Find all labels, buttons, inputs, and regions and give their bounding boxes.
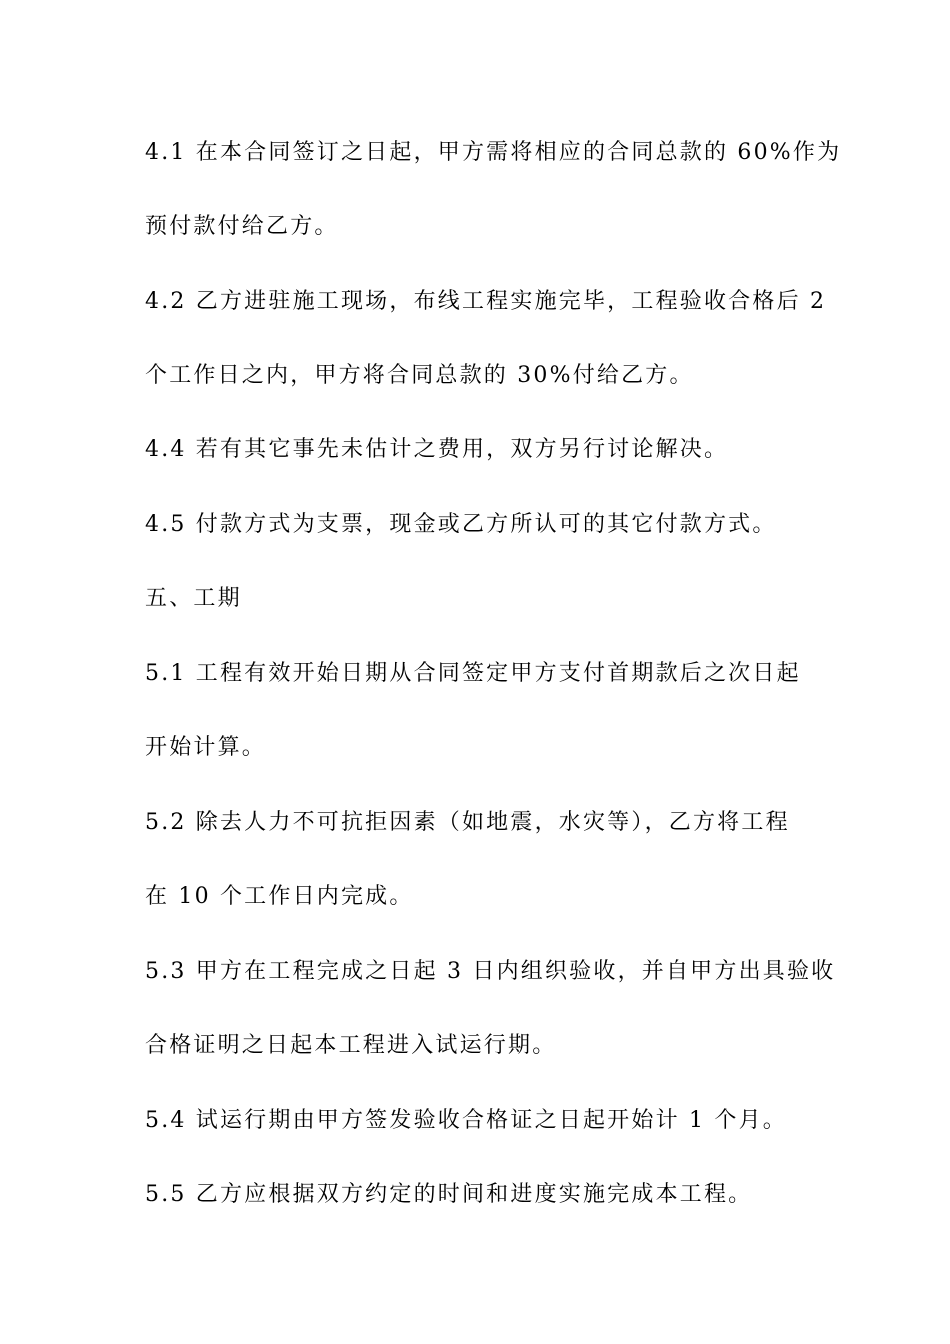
clause-5-3-line-1: 5.3 甲方在工程完成之日起 3 日内组织验收，并自甲方出具验收 xyxy=(145,959,836,984)
clause-4-5: 4.5 付款方式为支票，现金或乙方所认可的其它付款方式。 xyxy=(145,512,777,537)
clause-4-4: 4.4 若有其它事先未估计之费用，双方另行讨论解决。 xyxy=(145,437,729,462)
clause-5-3-line-2: 合格证明之日起本工程进入试运行期。 xyxy=(145,1033,557,1058)
clause-4-1-line-1: 4.1 在本合同签订之日起，甲方需将相应的合同总款的 60%作为 xyxy=(145,140,842,165)
clause-5-5: 5.5 乙方应根据双方约定的时间和进度实施完成本工程。 xyxy=(145,1182,753,1207)
clause-5-1-line-1: 5.1 工程有效开始日期从合同签定甲方支付首期款后之次日起 xyxy=(145,661,801,686)
clause-4-1-line-2: 预付款付给乙方。 xyxy=(145,214,339,239)
clause-5-4: 5.4 试运行期由甲方签发验收合格证之日起开始计 1 个月。 xyxy=(145,1108,787,1133)
clause-4-2-line-2: 个工作日之内，甲方将合同总款的 30%付给乙方。 xyxy=(145,363,694,388)
section-heading-schedule: 五、工期 xyxy=(145,586,242,611)
clause-5-2-line-2: 在 10 个工作日内完成。 xyxy=(145,884,414,909)
clause-5-1-line-2: 开始计算。 xyxy=(145,735,267,760)
clause-4-2-line-1: 4.2 乙方进驻施工现场，布线工程实施完毕，工程验收合格后 2 xyxy=(145,289,827,314)
clause-5-2-line-1: 5.2 除去人力不可抗拒因素（如地震，水灾等），乙方将工程 xyxy=(145,810,790,835)
